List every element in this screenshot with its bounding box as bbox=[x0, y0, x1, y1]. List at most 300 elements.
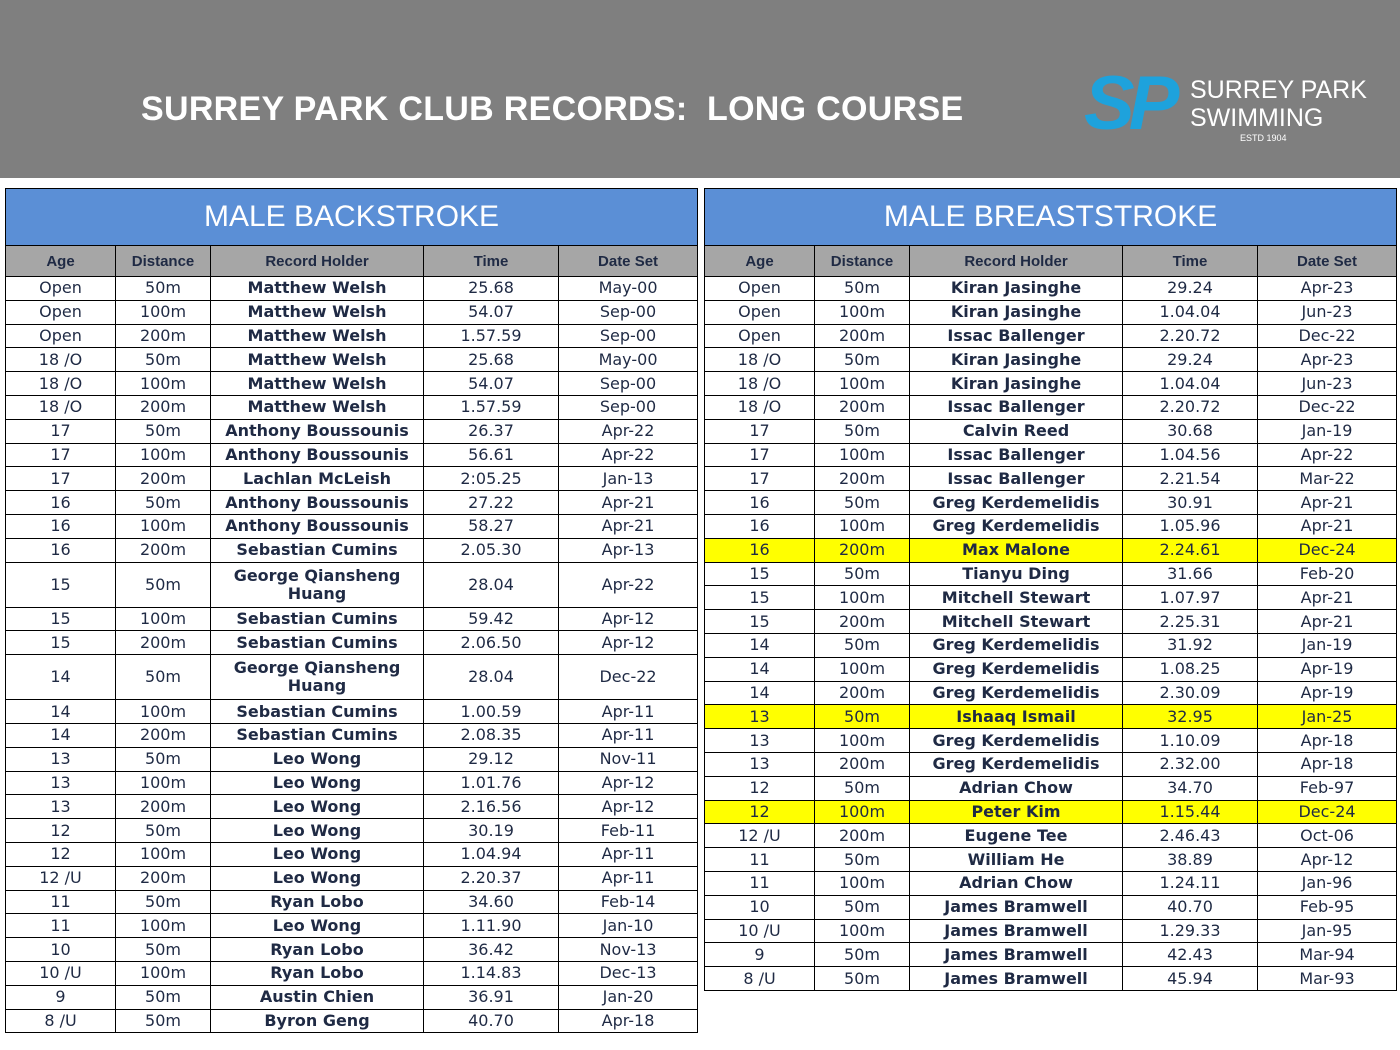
distance-cell: 100m bbox=[815, 300, 910, 324]
date-set-cell: Apr-11 bbox=[559, 700, 698, 724]
record-holder-cell: James Bramwell bbox=[910, 919, 1123, 943]
table-row bbox=[6, 914, 698, 938]
logo-estd: ESTD 1904 bbox=[1240, 133, 1287, 143]
record-holder-cell: Sebastian Cumins bbox=[211, 700, 424, 724]
records-table-breaststroke bbox=[704, 188, 1397, 991]
table-row bbox=[705, 848, 1397, 872]
distance-cell: 50m bbox=[815, 419, 910, 443]
distance-cell: 100m bbox=[116, 514, 211, 538]
time-cell: 2.21.54 bbox=[1123, 467, 1258, 491]
table-row bbox=[705, 824, 1397, 848]
record-holder-cell: Adrian Chow bbox=[910, 776, 1123, 800]
table-row bbox=[6, 491, 698, 515]
record-holder-cell: Leo Wong bbox=[211, 819, 424, 843]
age-cell: 12 /U bbox=[705, 824, 815, 848]
table-row bbox=[6, 655, 698, 700]
date-set-cell: Apr-11 bbox=[559, 866, 698, 890]
distance-cell: 100m bbox=[815, 800, 910, 824]
age-cell: 17 bbox=[705, 443, 815, 467]
date-set-cell: Jan-25 bbox=[1258, 705, 1397, 729]
age-cell: 10 bbox=[6, 938, 116, 962]
age-cell: 16 bbox=[6, 514, 116, 538]
table-row bbox=[6, 842, 698, 866]
distance-cell: 100m bbox=[116, 300, 211, 324]
distance-cell: 100m bbox=[116, 372, 211, 396]
record-holder-cell: Max Malone bbox=[910, 538, 1123, 562]
date-set-cell: Apr-11 bbox=[559, 723, 698, 747]
time-cell: 1.11.90 bbox=[424, 914, 559, 938]
record-holder-cell: Anthony Boussounis bbox=[211, 491, 424, 515]
record-holder-cell: Issac Ballenger bbox=[910, 443, 1123, 467]
table-row bbox=[6, 419, 698, 443]
page-title: SURREY PARK CLUB RECORDS: LONG COURSE bbox=[141, 90, 964, 128]
age-cell: 11 bbox=[6, 914, 116, 938]
table-row bbox=[6, 372, 698, 396]
table-row bbox=[705, 681, 1397, 705]
table-row bbox=[705, 562, 1397, 586]
record-holder-cell: Ryan Lobo bbox=[211, 890, 424, 914]
time-cell: 29.24 bbox=[1123, 348, 1258, 372]
record-holder-cell: Adrian Chow bbox=[910, 871, 1123, 895]
time-cell: 2:05.25 bbox=[424, 467, 559, 491]
table-row bbox=[705, 443, 1397, 467]
time-cell: 1.57.59 bbox=[424, 324, 559, 348]
age-cell: Open bbox=[705, 324, 815, 348]
table-row bbox=[705, 776, 1397, 800]
date-set-cell: Apr-22 bbox=[1258, 443, 1397, 467]
age-cell: 13 bbox=[705, 705, 815, 729]
date-set-cell: Apr-19 bbox=[1258, 681, 1397, 705]
table-row bbox=[705, 467, 1397, 491]
table-row bbox=[705, 300, 1397, 324]
date-set-cell: Nov-11 bbox=[559, 747, 698, 771]
table-row bbox=[6, 300, 698, 324]
distance-cell: 50m bbox=[116, 1009, 211, 1033]
table-row bbox=[705, 919, 1397, 943]
date-set-cell: Dec-22 bbox=[1258, 395, 1397, 419]
age-cell: 18 /O bbox=[6, 372, 116, 396]
distance-cell: 200m bbox=[815, 324, 910, 348]
record-holder-cell: Lachlan McLeish bbox=[211, 467, 424, 491]
age-cell: 10 bbox=[705, 895, 815, 919]
time-cell: 1.01.76 bbox=[424, 771, 559, 795]
logo-text-line1: SURREY PARK bbox=[1190, 76, 1367, 104]
distance-cell: 50m bbox=[116, 419, 211, 443]
date-set-cell: Jan-95 bbox=[1258, 919, 1397, 943]
table-row bbox=[705, 729, 1397, 753]
distance-cell: 200m bbox=[116, 395, 211, 419]
distance-cell: 100m bbox=[116, 700, 211, 724]
table-row bbox=[705, 277, 1397, 301]
distance-cell: 200m bbox=[815, 610, 910, 634]
age-cell: 12 bbox=[705, 800, 815, 824]
age-cell: 14 bbox=[6, 723, 116, 747]
table-row-new-record bbox=[705, 705, 1397, 729]
table-row-new-record bbox=[705, 538, 1397, 562]
column-header-age: Age bbox=[6, 246, 116, 277]
time-cell: 1.15.44 bbox=[1123, 800, 1258, 824]
date-set-cell: Mar-22 bbox=[1258, 467, 1397, 491]
record-holder-cell: Greg Kerdemelidis bbox=[910, 514, 1123, 538]
time-cell: 40.70 bbox=[1123, 895, 1258, 919]
date-set-cell: Feb-14 bbox=[559, 890, 698, 914]
record-holder-cell: Matthew Welsh bbox=[211, 300, 424, 324]
record-holder-cell: George Qiansheng Huang bbox=[211, 655, 424, 700]
date-set-cell: Apr-19 bbox=[1258, 657, 1397, 681]
record-holder-cell: Mitchell Stewart bbox=[910, 586, 1123, 610]
date-set-cell: Apr-21 bbox=[1258, 514, 1397, 538]
age-cell: 18 /O bbox=[705, 372, 815, 396]
record-holder-cell: Leo Wong bbox=[211, 866, 424, 890]
record-holder-cell: Leo Wong bbox=[211, 795, 424, 819]
date-set-cell: Mar-94 bbox=[1258, 943, 1397, 967]
record-holder-cell: Anthony Boussounis bbox=[211, 419, 424, 443]
table-row bbox=[6, 866, 698, 890]
age-cell: 17 bbox=[6, 467, 116, 491]
logo-mark: SP bbox=[1084, 61, 1174, 146]
record-holder-cell: Anthony Boussounis bbox=[211, 514, 424, 538]
time-cell: 25.68 bbox=[424, 348, 559, 372]
date-set-cell: May-00 bbox=[559, 348, 698, 372]
time-cell: 25.68 bbox=[424, 277, 559, 301]
age-cell: 10 /U bbox=[6, 961, 116, 985]
distance-cell: 200m bbox=[116, 324, 211, 348]
date-set-cell: Jun-23 bbox=[1258, 372, 1397, 396]
date-set-cell: Apr-11 bbox=[559, 842, 698, 866]
date-set-cell: Sep-00 bbox=[559, 395, 698, 419]
record-holder-cell: Issac Ballenger bbox=[910, 395, 1123, 419]
age-cell: 13 bbox=[705, 752, 815, 776]
age-cell: 14 bbox=[705, 681, 815, 705]
age-cell: 10 /U bbox=[705, 919, 815, 943]
distance-cell: 100m bbox=[116, 771, 211, 795]
table-row bbox=[6, 938, 698, 962]
distance-cell: 200m bbox=[815, 538, 910, 562]
record-holder-cell: Greg Kerdemelidis bbox=[910, 752, 1123, 776]
record-holder-cell: Ryan Lobo bbox=[211, 938, 424, 962]
date-set-cell: Jan-19 bbox=[1258, 633, 1397, 657]
record-holder-cell: Greg Kerdemelidis bbox=[910, 657, 1123, 681]
time-cell: 27.22 bbox=[424, 491, 559, 515]
time-cell: 58.27 bbox=[424, 514, 559, 538]
table-row bbox=[705, 324, 1397, 348]
age-cell: 9 bbox=[6, 985, 116, 1009]
date-set-cell: Apr-23 bbox=[1258, 277, 1397, 301]
distance-cell: 50m bbox=[815, 776, 910, 800]
distance-cell: 100m bbox=[815, 919, 910, 943]
age-cell: 13 bbox=[6, 747, 116, 771]
date-set-cell: Jan-20 bbox=[559, 985, 698, 1009]
age-cell: 16 bbox=[6, 538, 116, 562]
record-holder-cell: Greg Kerdemelidis bbox=[910, 729, 1123, 753]
time-cell: 2.25.31 bbox=[1123, 610, 1258, 634]
table-row bbox=[705, 657, 1397, 681]
distance-cell: 200m bbox=[116, 795, 211, 819]
distance-cell: 50m bbox=[815, 633, 910, 657]
table-row bbox=[6, 795, 698, 819]
age-cell: 13 bbox=[705, 729, 815, 753]
distance-cell: 100m bbox=[815, 514, 910, 538]
distance-cell: 100m bbox=[116, 607, 211, 631]
age-cell: 18 /O bbox=[6, 395, 116, 419]
records-table-backstroke bbox=[5, 188, 698, 1033]
table-row bbox=[6, 467, 698, 491]
distance-cell: 100m bbox=[116, 443, 211, 467]
age-cell: 15 bbox=[705, 562, 815, 586]
distance-cell: 100m bbox=[815, 372, 910, 396]
date-set-cell: Apr-22 bbox=[559, 443, 698, 467]
age-cell: 12 bbox=[705, 776, 815, 800]
date-set-cell: Apr-13 bbox=[559, 538, 698, 562]
date-set-cell: Sep-00 bbox=[559, 324, 698, 348]
distance-cell: 50m bbox=[815, 705, 910, 729]
distance-cell: 50m bbox=[815, 562, 910, 586]
record-holder-cell: Issac Ballenger bbox=[910, 324, 1123, 348]
record-holder-cell: Sebastian Cumins bbox=[211, 723, 424, 747]
time-cell: 1.00.59 bbox=[424, 700, 559, 724]
table-row bbox=[6, 348, 698, 372]
table-title: MALE BREASTSTROKE bbox=[705, 189, 1397, 246]
time-cell: 36.91 bbox=[424, 985, 559, 1009]
table-row bbox=[705, 752, 1397, 776]
table-row bbox=[705, 967, 1397, 991]
date-set-cell: Apr-21 bbox=[559, 491, 698, 515]
table-row bbox=[6, 890, 698, 914]
time-cell: 2.20.72 bbox=[1123, 324, 1258, 348]
age-cell: 11 bbox=[705, 871, 815, 895]
date-set-cell: Apr-21 bbox=[559, 514, 698, 538]
column-header-distance: Distance bbox=[116, 246, 211, 277]
date-set-cell: Apr-18 bbox=[559, 1009, 698, 1033]
table-row bbox=[6, 277, 698, 301]
record-holder-cell: Mitchell Stewart bbox=[910, 610, 1123, 634]
table-row bbox=[6, 961, 698, 985]
distance-cell: 200m bbox=[116, 866, 211, 890]
distance-cell: 100m bbox=[116, 914, 211, 938]
age-cell: 14 bbox=[6, 700, 116, 724]
distance-cell: 50m bbox=[815, 943, 910, 967]
club-logo bbox=[1084, 61, 1367, 146]
distance-cell: 50m bbox=[116, 985, 211, 1009]
column-header-age: Age bbox=[705, 246, 815, 277]
distance-cell: 50m bbox=[815, 348, 910, 372]
record-holder-cell: Leo Wong bbox=[211, 842, 424, 866]
logo-text-line2: SWIMMING bbox=[1190, 104, 1324, 132]
distance-cell: 50m bbox=[116, 491, 211, 515]
table-row bbox=[6, 700, 698, 724]
distance-cell: 200m bbox=[815, 681, 910, 705]
record-holder-cell: Byron Geng bbox=[211, 1009, 424, 1033]
time-cell: 1.04.04 bbox=[1123, 300, 1258, 324]
time-cell: 54.07 bbox=[424, 300, 559, 324]
time-cell: 2.20.72 bbox=[1123, 395, 1258, 419]
record-holder-cell: Matthew Welsh bbox=[211, 277, 424, 301]
column-header-date-set: Date Set bbox=[559, 246, 698, 277]
time-cell: 54.07 bbox=[424, 372, 559, 396]
table-row bbox=[705, 491, 1397, 515]
table-row bbox=[6, 747, 698, 771]
time-cell: 40.70 bbox=[424, 1009, 559, 1033]
date-set-cell: Dec-24 bbox=[1258, 800, 1397, 824]
time-cell: 29.24 bbox=[1123, 277, 1258, 301]
distance-cell: 200m bbox=[116, 467, 211, 491]
age-cell: 14 bbox=[6, 655, 116, 700]
time-cell: 2.32.00 bbox=[1123, 752, 1258, 776]
distance-cell: 100m bbox=[815, 657, 910, 681]
time-cell: 45.94 bbox=[1123, 967, 1258, 991]
table-row bbox=[705, 372, 1397, 396]
age-cell: 12 /U bbox=[6, 866, 116, 890]
age-cell: 12 bbox=[6, 819, 116, 843]
record-holder-cell: Tianyu Ding bbox=[910, 562, 1123, 586]
distance-cell: 100m bbox=[116, 961, 211, 985]
record-holder-cell: Kiran Jasinghe bbox=[910, 277, 1123, 301]
distance-cell: 200m bbox=[116, 723, 211, 747]
time-cell: 1.24.11 bbox=[1123, 871, 1258, 895]
record-holder-cell: Sebastian Cumins bbox=[211, 607, 424, 631]
time-cell: 28.04 bbox=[424, 562, 559, 607]
age-cell: 15 bbox=[705, 610, 815, 634]
table-row bbox=[705, 895, 1397, 919]
record-holder-cell: Sebastian Cumins bbox=[211, 631, 424, 655]
date-set-cell: Apr-23 bbox=[1258, 348, 1397, 372]
record-holder-cell: Eugene Tee bbox=[910, 824, 1123, 848]
time-cell: 1.10.09 bbox=[1123, 729, 1258, 753]
record-holder-cell: Kiran Jasinghe bbox=[910, 348, 1123, 372]
column-header-record-holder: Record Holder bbox=[211, 246, 424, 277]
time-cell: 34.70 bbox=[1123, 776, 1258, 800]
table-row bbox=[6, 771, 698, 795]
time-cell: 2.30.09 bbox=[1123, 681, 1258, 705]
time-cell: 1.07.97 bbox=[1123, 586, 1258, 610]
record-holder-cell: Kiran Jasinghe bbox=[910, 300, 1123, 324]
date-set-cell: Dec-13 bbox=[559, 961, 698, 985]
time-cell: 31.92 bbox=[1123, 633, 1258, 657]
date-set-cell: Jan-10 bbox=[559, 914, 698, 938]
age-cell: Open bbox=[6, 300, 116, 324]
time-cell: 28.04 bbox=[424, 655, 559, 700]
age-cell: 18 /O bbox=[6, 348, 116, 372]
record-holder-cell: Greg Kerdemelidis bbox=[910, 633, 1123, 657]
age-cell: Open bbox=[6, 277, 116, 301]
date-set-cell: May-00 bbox=[559, 277, 698, 301]
column-header-distance: Distance bbox=[815, 246, 910, 277]
distance-cell: 50m bbox=[116, 747, 211, 771]
record-holder-cell: Kiran Jasinghe bbox=[910, 372, 1123, 396]
distance-cell: 50m bbox=[116, 277, 211, 301]
age-cell: 17 bbox=[6, 443, 116, 467]
age-cell: Open bbox=[705, 277, 815, 301]
date-set-cell: Mar-93 bbox=[1258, 967, 1397, 991]
distance-cell: 100m bbox=[815, 871, 910, 895]
record-holder-cell: Greg Kerdemelidis bbox=[910, 491, 1123, 515]
distance-cell: 200m bbox=[815, 824, 910, 848]
distance-cell: 50m bbox=[116, 819, 211, 843]
record-holder-cell: James Bramwell bbox=[910, 895, 1123, 919]
time-cell: 32.95 bbox=[1123, 705, 1258, 729]
table-row bbox=[705, 348, 1397, 372]
age-cell: 13 bbox=[6, 771, 116, 795]
date-set-cell: Apr-21 bbox=[1258, 610, 1397, 634]
age-cell: 15 bbox=[6, 607, 116, 631]
record-holder-cell: Matthew Welsh bbox=[211, 395, 424, 419]
time-cell: 2.24.61 bbox=[1123, 538, 1258, 562]
table-row bbox=[705, 395, 1397, 419]
record-holder-cell: William He bbox=[910, 848, 1123, 872]
table-title: MALE BACKSTROKE bbox=[6, 189, 698, 246]
table-row bbox=[705, 419, 1397, 443]
age-cell: 16 bbox=[6, 491, 116, 515]
date-set-cell: Apr-12 bbox=[1258, 848, 1397, 872]
date-set-cell: Nov-13 bbox=[559, 938, 698, 962]
date-set-cell: Dec-22 bbox=[559, 655, 698, 700]
age-cell: Open bbox=[705, 300, 815, 324]
age-cell: 17 bbox=[705, 419, 815, 443]
time-cell: 30.91 bbox=[1123, 491, 1258, 515]
record-holder-cell: Matthew Welsh bbox=[211, 324, 424, 348]
table-row bbox=[6, 514, 698, 538]
date-set-cell: Feb-20 bbox=[1258, 562, 1397, 586]
distance-cell: 50m bbox=[815, 491, 910, 515]
table-row bbox=[705, 871, 1397, 895]
age-cell: 14 bbox=[705, 633, 815, 657]
time-cell: 56.61 bbox=[424, 443, 559, 467]
distance-cell: 100m bbox=[815, 443, 910, 467]
distance-cell: 200m bbox=[815, 467, 910, 491]
age-cell: 8 /U bbox=[705, 967, 815, 991]
table-row bbox=[705, 610, 1397, 634]
date-set-cell: Feb-95 bbox=[1258, 895, 1397, 919]
table-row-new-record bbox=[705, 800, 1397, 824]
age-cell: 18 /O bbox=[705, 348, 815, 372]
date-set-cell: Apr-12 bbox=[559, 795, 698, 819]
age-cell: 12 bbox=[6, 842, 116, 866]
date-set-cell: Sep-00 bbox=[559, 372, 698, 396]
date-set-cell: Jan-13 bbox=[559, 467, 698, 491]
record-holder-cell: Peter Kim bbox=[910, 800, 1123, 824]
date-set-cell: Apr-21 bbox=[1258, 491, 1397, 515]
table-row bbox=[705, 586, 1397, 610]
record-holder-cell: Anthony Boussounis bbox=[211, 443, 424, 467]
age-cell: 18 /O bbox=[705, 395, 815, 419]
table-row bbox=[6, 443, 698, 467]
record-holder-cell: James Bramwell bbox=[910, 967, 1123, 991]
age-cell: 15 bbox=[6, 631, 116, 655]
time-cell: 1.04.94 bbox=[424, 842, 559, 866]
age-cell: 16 bbox=[705, 491, 815, 515]
age-cell: 14 bbox=[705, 657, 815, 681]
time-cell: 29.12 bbox=[424, 747, 559, 771]
distance-cell: 50m bbox=[116, 890, 211, 914]
date-set-cell: Sep-00 bbox=[559, 300, 698, 324]
time-cell: 30.68 bbox=[1123, 419, 1258, 443]
distance-cell: 50m bbox=[116, 938, 211, 962]
time-cell: 1.05.96 bbox=[1123, 514, 1258, 538]
date-set-cell: Oct-06 bbox=[1258, 824, 1397, 848]
date-set-cell: Dec-24 bbox=[1258, 538, 1397, 562]
date-set-cell: Apr-22 bbox=[559, 419, 698, 443]
table-row bbox=[6, 1009, 698, 1033]
date-set-cell: Apr-12 bbox=[559, 771, 698, 795]
column-header-date-set: Date Set bbox=[1258, 246, 1397, 277]
table-row bbox=[705, 943, 1397, 967]
table-row bbox=[6, 562, 698, 607]
distance-cell: 50m bbox=[116, 655, 211, 700]
date-set-cell: Apr-12 bbox=[559, 607, 698, 631]
record-holder-cell: Ishaaq Ismail bbox=[910, 705, 1123, 729]
column-header-time: Time bbox=[1123, 246, 1258, 277]
time-cell: 2.20.37 bbox=[424, 866, 559, 890]
